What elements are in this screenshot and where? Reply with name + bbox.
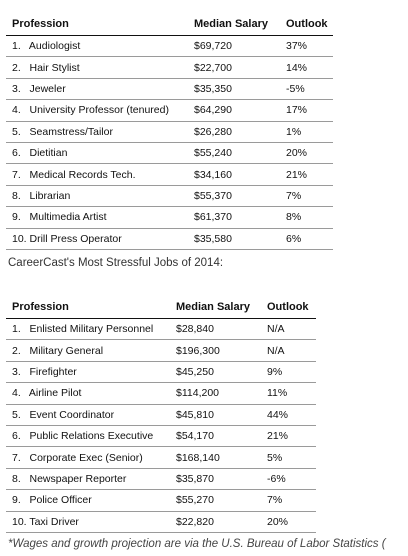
profession-cell: 1. Enlisted Military Personnel [6, 319, 170, 340]
outlook-cell: 21% [280, 164, 333, 185]
table-row [6, 164, 333, 185]
median-salary-cell: $26,280 [188, 121, 280, 142]
outlook-cell: 5% [261, 447, 316, 468]
outlook-cell: 11% [261, 383, 316, 404]
median-salary-cell: $114,200 [170, 383, 261, 404]
outlook-cell: N/A [261, 340, 316, 361]
table-row [6, 340, 316, 361]
profession-cell: 5. Event Coordinator [6, 404, 170, 425]
profession-cell: 3. Firefighter [6, 361, 170, 382]
median-salary-cell: $55,270 [170, 490, 261, 511]
median-salary-cell: $55,370 [188, 185, 280, 206]
outlook-cell: 7% [261, 490, 316, 511]
outlook-cell: 17% [280, 100, 333, 121]
median-salary-cell: $168,140 [170, 447, 261, 468]
outlook-cell: -6% [261, 468, 316, 489]
table-row [6, 228, 333, 249]
table-row [6, 361, 316, 382]
profession-header: Profession [6, 12, 188, 36]
footnote: *Wages and growth projection are via the U.S. Bureau of Labor Statistics ( [8, 538, 386, 550]
median-salary-cell: $64,290 [188, 100, 280, 121]
profession-cell: 9. Police Officer [6, 490, 170, 511]
outlook-cell: 7% [280, 185, 333, 206]
outlook-cell: 37% [280, 36, 333, 57]
median-salary-cell: $22,820 [170, 511, 261, 532]
outlook-header: Outlook [280, 12, 333, 36]
profession-cell: 2. Military General [6, 340, 170, 361]
outlook-cell: 1% [280, 121, 333, 142]
profession-cell: 4. Airline Pilot [6, 383, 170, 404]
profession-cell: 4. University Professor (tenured) [6, 100, 188, 121]
table-row [6, 511, 316, 532]
median-salary-cell: $22,700 [188, 57, 280, 78]
table-row [6, 121, 333, 142]
profession-cell: 5. Seamstress/Tailor [6, 121, 188, 142]
table-row [6, 425, 316, 446]
median-salary-header: Median Salary [188, 12, 280, 36]
median-salary-cell: $28,840 [170, 319, 261, 340]
median-salary-cell: $61,370 [188, 207, 280, 228]
least-stressful-jobs-table [6, 12, 333, 250]
table-row [6, 383, 316, 404]
median-salary-cell: $55,240 [188, 142, 280, 163]
table-row [6, 207, 333, 228]
table-row [6, 78, 333, 99]
table-row [6, 36, 333, 57]
median-salary-cell: $54,170 [170, 425, 261, 446]
outlook-cell: 9% [261, 361, 316, 382]
outlook-header: Outlook [261, 295, 316, 319]
table-row [6, 404, 316, 425]
profession-cell: 6. Dietitian [6, 142, 188, 163]
table-row [6, 185, 333, 206]
outlook-cell: 14% [280, 57, 333, 78]
profession-header: Profession [6, 295, 170, 319]
median-salary-cell: $45,250 [170, 361, 261, 382]
profession-cell: 8. Librarian [6, 185, 188, 206]
profession-cell: 2. Hair Stylist [6, 57, 188, 78]
median-salary-cell: $196,300 [170, 340, 261, 361]
table-row [6, 319, 316, 340]
median-salary-cell: $35,350 [188, 78, 280, 99]
median-salary-header: Median Salary [170, 295, 261, 319]
median-salary-cell: $45,810 [170, 404, 261, 425]
profession-cell: 1. Audiologist [6, 36, 188, 57]
median-salary-cell: $34,160 [188, 164, 280, 185]
most-stressful-jobs-table [6, 295, 316, 533]
profession-cell: 10. Taxi Driver [6, 511, 170, 532]
outlook-cell: -5% [280, 78, 333, 99]
outlook-cell: 20% [280, 142, 333, 163]
profession-cell: 9. Multimedia Artist [6, 207, 188, 228]
median-salary-cell: $35,580 [188, 228, 280, 249]
outlook-cell: N/A [261, 319, 316, 340]
table-header-row [6, 295, 316, 319]
outlook-cell: 44% [261, 404, 316, 425]
outlook-cell: 8% [280, 207, 333, 228]
outlook-cell: 6% [280, 228, 333, 249]
table-row [6, 468, 316, 489]
profession-cell: 7. Corporate Exec (Senior) [6, 447, 170, 468]
table-row [6, 100, 333, 121]
profession-cell: 7. Medical Records Tech. [6, 164, 188, 185]
table-row [6, 57, 333, 78]
outlook-cell: 20% [261, 511, 316, 532]
profession-cell: 6. Public Relations Executive [6, 425, 170, 446]
table-row [6, 142, 333, 163]
median-salary-cell: $35,870 [170, 468, 261, 489]
profession-cell: 10. Drill Press Operator [6, 228, 188, 249]
profession-cell: 8. Newspaper Reporter [6, 468, 170, 489]
table-header-row [6, 12, 333, 36]
table-caption: CareerCast's Most Stressful Jobs of 2014: [8, 257, 224, 269]
table-row [6, 447, 316, 468]
median-salary-cell: $69,720 [188, 36, 280, 57]
profession-cell: 3. Jeweler [6, 78, 188, 99]
outlook-cell: 21% [261, 425, 316, 446]
table-row [6, 490, 316, 511]
